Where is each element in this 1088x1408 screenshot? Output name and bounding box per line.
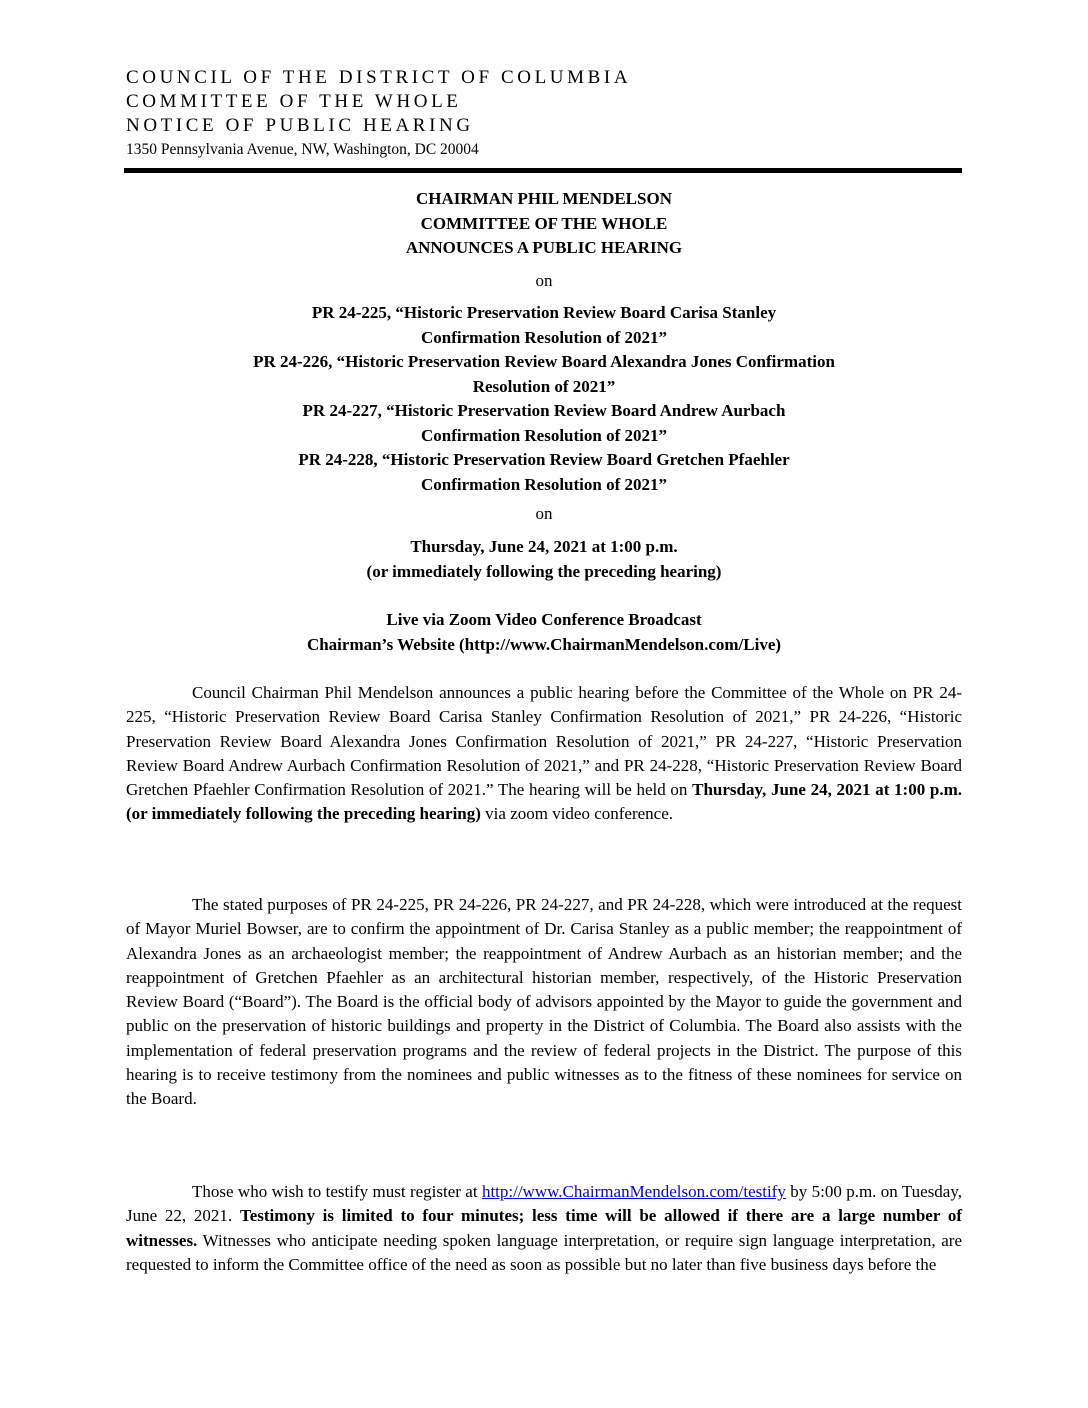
resolution-list [126, 301, 962, 497]
on-label-1: on [535, 271, 553, 290]
resolution-line: PR 24-226, “Historic Preservation Review Board Alexandra Jones Confirmation [253, 352, 835, 371]
resolution-item [126, 350, 962, 399]
resolution-item [126, 448, 962, 497]
committee-name: COMMITTEE OF THE WHOLE [126, 91, 462, 112]
on-label-2: on [535, 504, 553, 523]
testify-link[interactable]: http://www.ChairmanMendelson.com/testify [481, 1182, 786, 1201]
resolution-item [126, 399, 962, 448]
paragraph-text: Those who wish to testify must register at [192, 1182, 482, 1201]
announces-line: ANNOUNCES A PUBLIC HEARING [405, 238, 683, 257]
notice-title: NOTICE OF PUBLIC HEARING [126, 115, 474, 136]
header-rule [124, 168, 962, 173]
paragraph-text: by 5:00 p.m. on Tuesday, June 22, 2021. [126, 1182, 962, 1226]
resolution-line: Confirmation Resolution of 2021” [420, 474, 668, 494]
committee-line: COMMITTEE OF THE WHOLE [420, 213, 668, 233]
hearing-time-bold: Thursday, June 24, 2021 at 1:00 p.m. (or immediately following the preceding hearing) [126, 780, 962, 824]
website-line: Chairman’s Website (http://www.ChairmanMendelson.com/Live) [306, 634, 782, 654]
resolution-line: PR 24-228, “Historic Preservation Review Board Gretchen Pfaehler [298, 450, 790, 469]
venue-line: Live via Zoom Video Conference Broadcast [386, 610, 702, 629]
hearing-datetime [126, 535, 962, 584]
letterhead [126, 66, 962, 160]
paragraph-text: via zoom video conference. [480, 804, 674, 824]
announcement-heading [126, 187, 962, 261]
timing-note-line: (or immediately following the preceding hearing) [366, 561, 722, 581]
date-time-line: Thursday, June 24, 2021 at 1:00 p.m. [410, 537, 678, 556]
purpose-paragraph: The stated purposes of PR 24-225, PR 24-226, PR 24-227, and PR 24-228, which were introduced at the request of Mayor Muriel Bowser, are to confirm the appointment of Dr. Carisa Stanley as a public member; the reappointment of Alexandra Jones as an archaeologist member; the reappointment of Andrew Aurbach as an historian member; and the reappointment of Gretchen Pfaehler as an architectural historian member, respectively, of the Historic Preservation Review Board (“Board”). The Board is the official body of advisors appointed by the Mayor to guide the government and public on the preservation of historic buildings and property in the District of Columbia. The Board also assists with the implementation of federal preservation programs and the review of federal projects in the District. The purpose of this hearing is to receive testimony from the nominees and public witnesses as to the fitness of these nominees for service on the Board. [126, 895, 962, 1109]
council-address: 1350 Pennsylvania Avenue, NW, Washington, DC 20004 [126, 141, 479, 158]
testimony-paragraph [126, 1180, 962, 1277]
resolution-line: Resolution of 2021” [472, 376, 616, 396]
hearing-venue [126, 608, 962, 657]
announcement-paragraph [126, 681, 962, 827]
paragraph-text: Witnesses who anticipate needing spoken language interpretation, or require sign language interpretation, are requested to inform the Committee office of the need as soon as possible but no later than five business days before the [126, 1230, 962, 1274]
resolution-line: PR 24-227, “Historic Preservation Review Board Andrew Aurbach [302, 401, 786, 420]
council-name: COUNCIL OF THE DISTRICT OF COLUMBIA [126, 67, 632, 88]
testimony-limit-bold: Testimony is limited to four minutes; less time will be allowed if there are a large number of witnesses. [126, 1206, 962, 1250]
resolution-line: Confirmation Resolution of 2021” [420, 327, 668, 347]
resolution-line: PR 24-225, “Historic Preservation Review Board Carisa Stanley [311, 303, 777, 322]
chairman-line: CHAIRMAN PHIL MENDELSON [416, 189, 672, 208]
resolution-item [126, 301, 962, 350]
resolution-line: Confirmation Resolution of 2021” [420, 425, 668, 445]
paragraph-text: Council Chairman Phil Mendelson announces a public hearing before the Committee of the Whole on PR 24-225, “Historic Preservation Review Board Carisa Stanley Confirmation Resolution of 2021,” PR 24-226, “Historic Preservation Review Board Alexandra Jones Confirmation Resolution of 2021,” PR 24-227, “Historic Preservation Review Board Andrew Aurbach Confirmation Resolution of 2021,” and PR 24-228, “Historic Preservation Review Board Gretchen Pfaehler Confirmation Resolution of 2021.” The hearing will be held on [126, 683, 962, 800]
